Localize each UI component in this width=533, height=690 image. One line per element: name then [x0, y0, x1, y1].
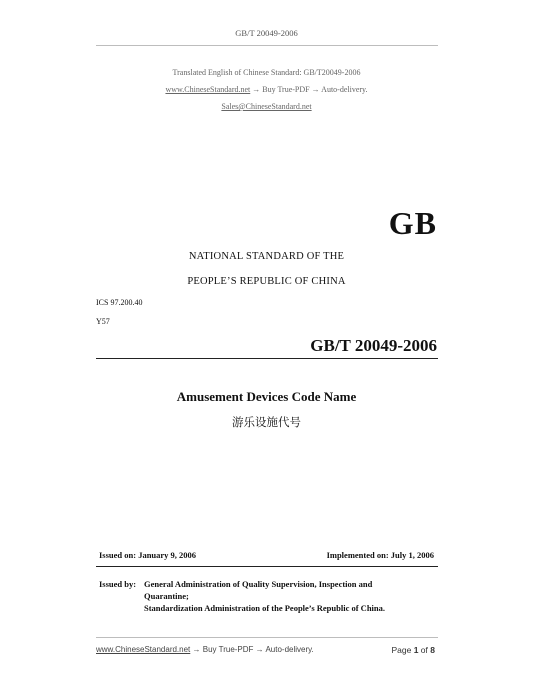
footer-site-link[interactable]: www.ChineseStandard.net: [96, 645, 191, 654]
footer-auto-text: Auto-delivery.: [265, 645, 314, 654]
translation-links: [0, 85, 533, 94]
issued-by-line3: Standardization Administration of the People’s Republic of China.: [144, 603, 386, 613]
gb-mark: GB: [388, 205, 437, 241]
arrow-icon: →: [311, 85, 320, 94]
title-english: Amusement Devices Code Name: [176, 389, 357, 404]
issued-by-line1: General Administration of Quality Supervision, Inspection and: [144, 579, 373, 589]
issued-by-label: Issued by:: [99, 579, 137, 589]
implemented-on: Implemented on: July 1, 2006: [326, 550, 434, 560]
title-chinese: 游乐设施代号: [232, 415, 301, 429]
sales-email-link[interactable]: Sales@ChineseStandard.net: [221, 102, 312, 111]
page-of: of: [420, 645, 428, 655]
arrow-icon: →: [192, 645, 201, 654]
standard-code: GB/T 20049-2006: [310, 336, 437, 355]
page-current: 1: [413, 645, 419, 655]
site-link[interactable]: www.ChineseStandard.net: [165, 85, 251, 94]
footer-buy-text: Buy True-PDF: [202, 645, 254, 654]
ics-code: ICS 97.200.40: [96, 298, 143, 307]
issued-by-line2: Quarantine;: [144, 591, 189, 601]
national-standard-line1: NATIONAL STANDARD OF THE: [188, 251, 345, 262]
sales-email-row: [0, 102, 533, 111]
ccs-code: Y57: [96, 317, 110, 326]
buy-pdf-text: Buy True-PDF: [262, 85, 310, 94]
footer-rule: [96, 637, 438, 638]
national-standard-line2: PEOPLE’S REPUBLIC OF CHINA: [187, 276, 346, 287]
page-indicator: [391, 645, 435, 655]
header-rule: [96, 45, 438, 46]
page-total: 8: [430, 645, 435, 655]
arrow-icon: →: [255, 645, 264, 654]
issued-by: [99, 578, 444, 614]
code-rule: [96, 358, 438, 359]
issued-on: Issued on: January 9, 2006: [99, 550, 197, 560]
arrow-icon: →: [252, 85, 261, 94]
footer-links: [96, 645, 314, 654]
auto-delivery-text: Auto-delivery.: [321, 85, 368, 94]
page-label: Page: [391, 645, 412, 655]
dates-rule: [96, 566, 438, 567]
running-header: GB/T 20049-2006: [235, 28, 298, 38]
translation-note: Translated English of Chinese Standard: GB/T20049-2006: [172, 68, 361, 77]
